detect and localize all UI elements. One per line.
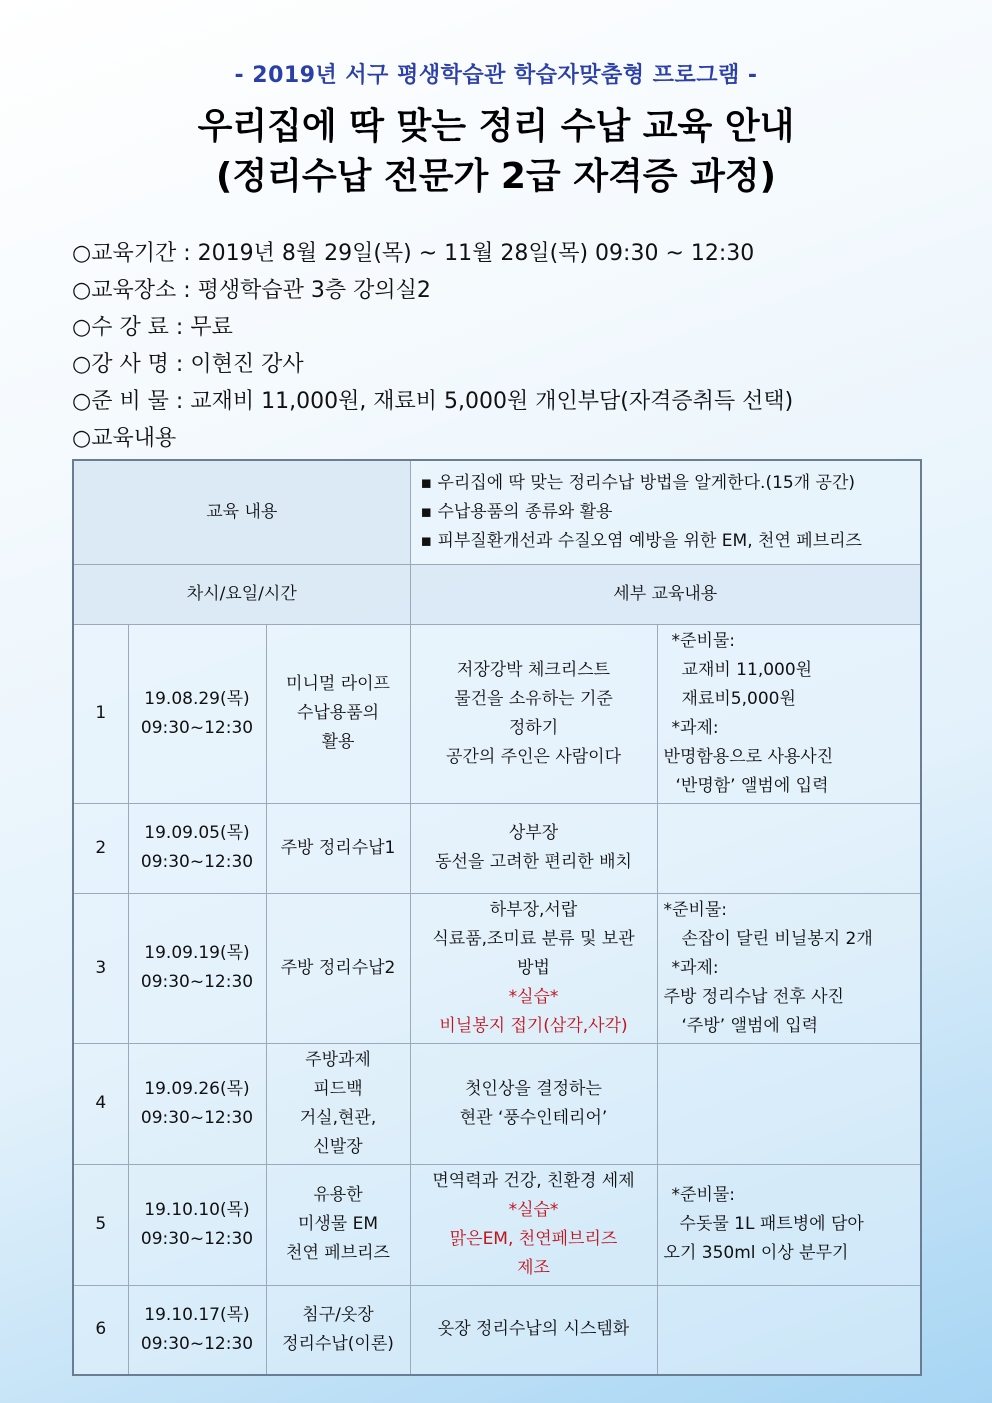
session-time: 09:30~12:30 xyxy=(140,1107,254,1128)
overview-row xyxy=(73,460,921,564)
detail-line: 면역력과 건강, 친환경 세제 xyxy=(432,1170,635,1191)
session-date: 19.09.26(목) xyxy=(144,1078,250,1099)
detail-line: 첫인상을 결정하는 xyxy=(465,1078,602,1099)
session-row xyxy=(73,803,921,893)
overview-item: ▪ 피부질환개선과 수질오염 예방을 위한 EM, 천연 페브리즈 xyxy=(420,530,862,551)
session-row xyxy=(73,624,921,803)
topic-line: 주방 정리수납1 xyxy=(280,837,396,858)
session-row xyxy=(73,1043,921,1164)
topic-line: 정리수납(이론) xyxy=(282,1333,394,1354)
session-detail xyxy=(410,1164,657,1285)
detail-line: 정하기 xyxy=(508,717,559,738)
note-line: *준비물: xyxy=(663,899,728,920)
session-row xyxy=(73,893,921,1043)
note-line: 오기 350ml 이상 분무기 xyxy=(663,1243,849,1263)
detail-line: 상부장 xyxy=(508,823,559,843)
session-date: 19.08.29(목) xyxy=(144,688,250,709)
page-title-course: (정리수납 전문가 2급 자격증 과정) xyxy=(215,156,777,197)
session-number: 3 xyxy=(73,893,128,1043)
session-number: 5 xyxy=(73,1164,128,1285)
session-time: 09:30~12:30 xyxy=(140,1228,254,1249)
session-topic xyxy=(266,803,410,893)
session-date: 19.09.05(목) xyxy=(144,823,250,843)
session-datetime xyxy=(128,1043,266,1164)
note-line: *준비물: xyxy=(671,1185,736,1205)
session-note xyxy=(657,803,921,893)
session-topic xyxy=(266,1043,410,1164)
session-topic xyxy=(266,1285,410,1375)
overview-item: ▪ 수납용품의 종류와 활용 xyxy=(420,501,613,522)
session-note xyxy=(657,1285,921,1375)
info-period: ○교육기간 : 2019년 8월 29일(목) ~ 11월 28일(목) 09:30 ~ 12:30 xyxy=(72,241,755,266)
session-datetime xyxy=(128,803,266,893)
note-line: 재료비5,000원 xyxy=(681,688,796,709)
note-line: ‘반명함’ 앨범에 입력 xyxy=(675,775,829,796)
session-note xyxy=(657,1043,921,1164)
session-topic xyxy=(266,1164,410,1285)
session-date: 19.10.17(목) xyxy=(144,1304,250,1325)
session-time: 09:30~12:30 xyxy=(140,1333,254,1354)
session-topic xyxy=(266,893,410,1043)
session-number: 2 xyxy=(73,803,128,893)
practice-line: *실습* xyxy=(508,1199,559,1220)
note-line: *과제: xyxy=(671,957,719,978)
session-time: 09:30~12:30 xyxy=(140,852,254,872)
note-line: 교재비 11,000원 xyxy=(681,659,813,680)
topic-line: 피드백 xyxy=(313,1078,363,1099)
topic-line: 미생물 EM xyxy=(297,1214,379,1234)
session-datetime xyxy=(128,1285,266,1375)
session-row xyxy=(73,1164,921,1285)
session-date: 19.09.19(목) xyxy=(144,943,250,963)
info-materials: ○준 비 물 : 교재비 11,000원, 재료비 5,000원 개인부담(자격증취득 선택) xyxy=(72,389,794,414)
practice-line: 비닐봉지 접기(삼각,사각) xyxy=(439,1015,628,1036)
topic-line: 신발장 xyxy=(313,1136,363,1157)
column-header-row xyxy=(73,564,921,624)
overview-label: 교육 내용 xyxy=(73,460,410,564)
note-line: 반명함용으로 사용사진 xyxy=(663,746,834,767)
program-subtitle: - 2019년 서구 평생학습관 학습자맞춤형 프로그램 - xyxy=(234,63,758,88)
session-number: 1 xyxy=(73,624,128,803)
detail-line: 방법 xyxy=(517,957,550,978)
session-detail xyxy=(410,1043,657,1164)
topic-line: 미니멀 라이프 xyxy=(286,674,390,694)
session-number: 6 xyxy=(73,1285,128,1375)
detail-line: 식료품,조미료 분류 및 보관 xyxy=(432,928,635,949)
note-line: *준비물: xyxy=(671,630,736,651)
info-instructor: ○강 사 명 : 이현진 강사 xyxy=(72,352,304,377)
overview-item: ▪ 우리집에 딱 맞는 정리수납 방법을 알게한다.(15개 공간) xyxy=(420,472,856,493)
column-header-session: 차시/요일/시간 xyxy=(73,564,410,624)
note-line: *과제: xyxy=(671,717,719,738)
session-note xyxy=(657,624,921,803)
info-content-heading: ○교육내용 xyxy=(72,426,177,451)
detail-line: 물건을 소유하는 기준 xyxy=(454,688,613,709)
page-title: 우리집에 딱 맞는 정리 수납 교육 안내 xyxy=(197,106,795,147)
note-line: 수돗물 1L 패트병에 담아 xyxy=(679,1214,864,1234)
info-fee: ○수 강 료 : 무료 xyxy=(72,315,233,340)
detail-line: 동선을 고려한 편리한 배치 xyxy=(435,852,632,872)
note-line: ‘주방’ 앨범에 입력 xyxy=(681,1015,819,1036)
info-place: ○교육장소 : 평생학습관 3층 강의실2 xyxy=(72,278,431,303)
practice-line: 맑은EM, 천연페브리즈 xyxy=(449,1228,618,1249)
session-datetime xyxy=(128,1164,266,1285)
overview-items xyxy=(410,460,921,564)
detail-line: 하부장,서랍 xyxy=(489,899,578,920)
session-time: 09:30~12:30 xyxy=(140,972,254,992)
session-date: 19.10.10(목) xyxy=(144,1199,250,1220)
session-detail xyxy=(410,893,657,1043)
session-topic xyxy=(266,624,410,803)
session-datetime xyxy=(128,893,266,1043)
topic-line: 활용 xyxy=(321,732,355,752)
detail-line: 옷장 정리수납의 시스템화 xyxy=(437,1319,630,1340)
topic-line: 거실,현관, xyxy=(299,1107,377,1128)
session-row xyxy=(73,1285,921,1375)
session-detail xyxy=(410,803,657,893)
topic-line: 수납용품의 xyxy=(296,703,380,723)
session-note xyxy=(657,1164,921,1285)
topic-line: 침구/옷장 xyxy=(302,1304,374,1325)
topic-line: 주방과제 xyxy=(305,1049,371,1070)
session-datetime xyxy=(128,624,266,803)
topic-line: 천연 페브리즈 xyxy=(286,1243,390,1263)
detail-line: 현관 ‘풍수인테리어’ xyxy=(459,1107,608,1128)
note-line: 주방 정리수납 전후 사진 xyxy=(663,986,844,1007)
session-time: 09:30~12:30 xyxy=(140,717,254,738)
column-header-detail: 세부 교육내용 xyxy=(410,564,921,624)
practice-line: 제조 xyxy=(517,1257,550,1278)
detail-line: 공간의 주인은 사람이다 xyxy=(446,746,622,767)
topic-line: 주방 정리수납2 xyxy=(280,957,396,978)
schedule-table xyxy=(72,459,922,1376)
session-detail xyxy=(410,1285,657,1375)
session-number: 4 xyxy=(73,1043,128,1164)
detail-line: 저장강박 체크리스트 xyxy=(456,659,611,680)
practice-line: *실습* xyxy=(508,986,559,1007)
session-note xyxy=(657,893,921,1043)
topic-line: 유용한 xyxy=(313,1185,363,1205)
note-line: 손잡이 달린 비닐봉지 2개 xyxy=(681,928,873,949)
session-detail xyxy=(410,624,657,803)
